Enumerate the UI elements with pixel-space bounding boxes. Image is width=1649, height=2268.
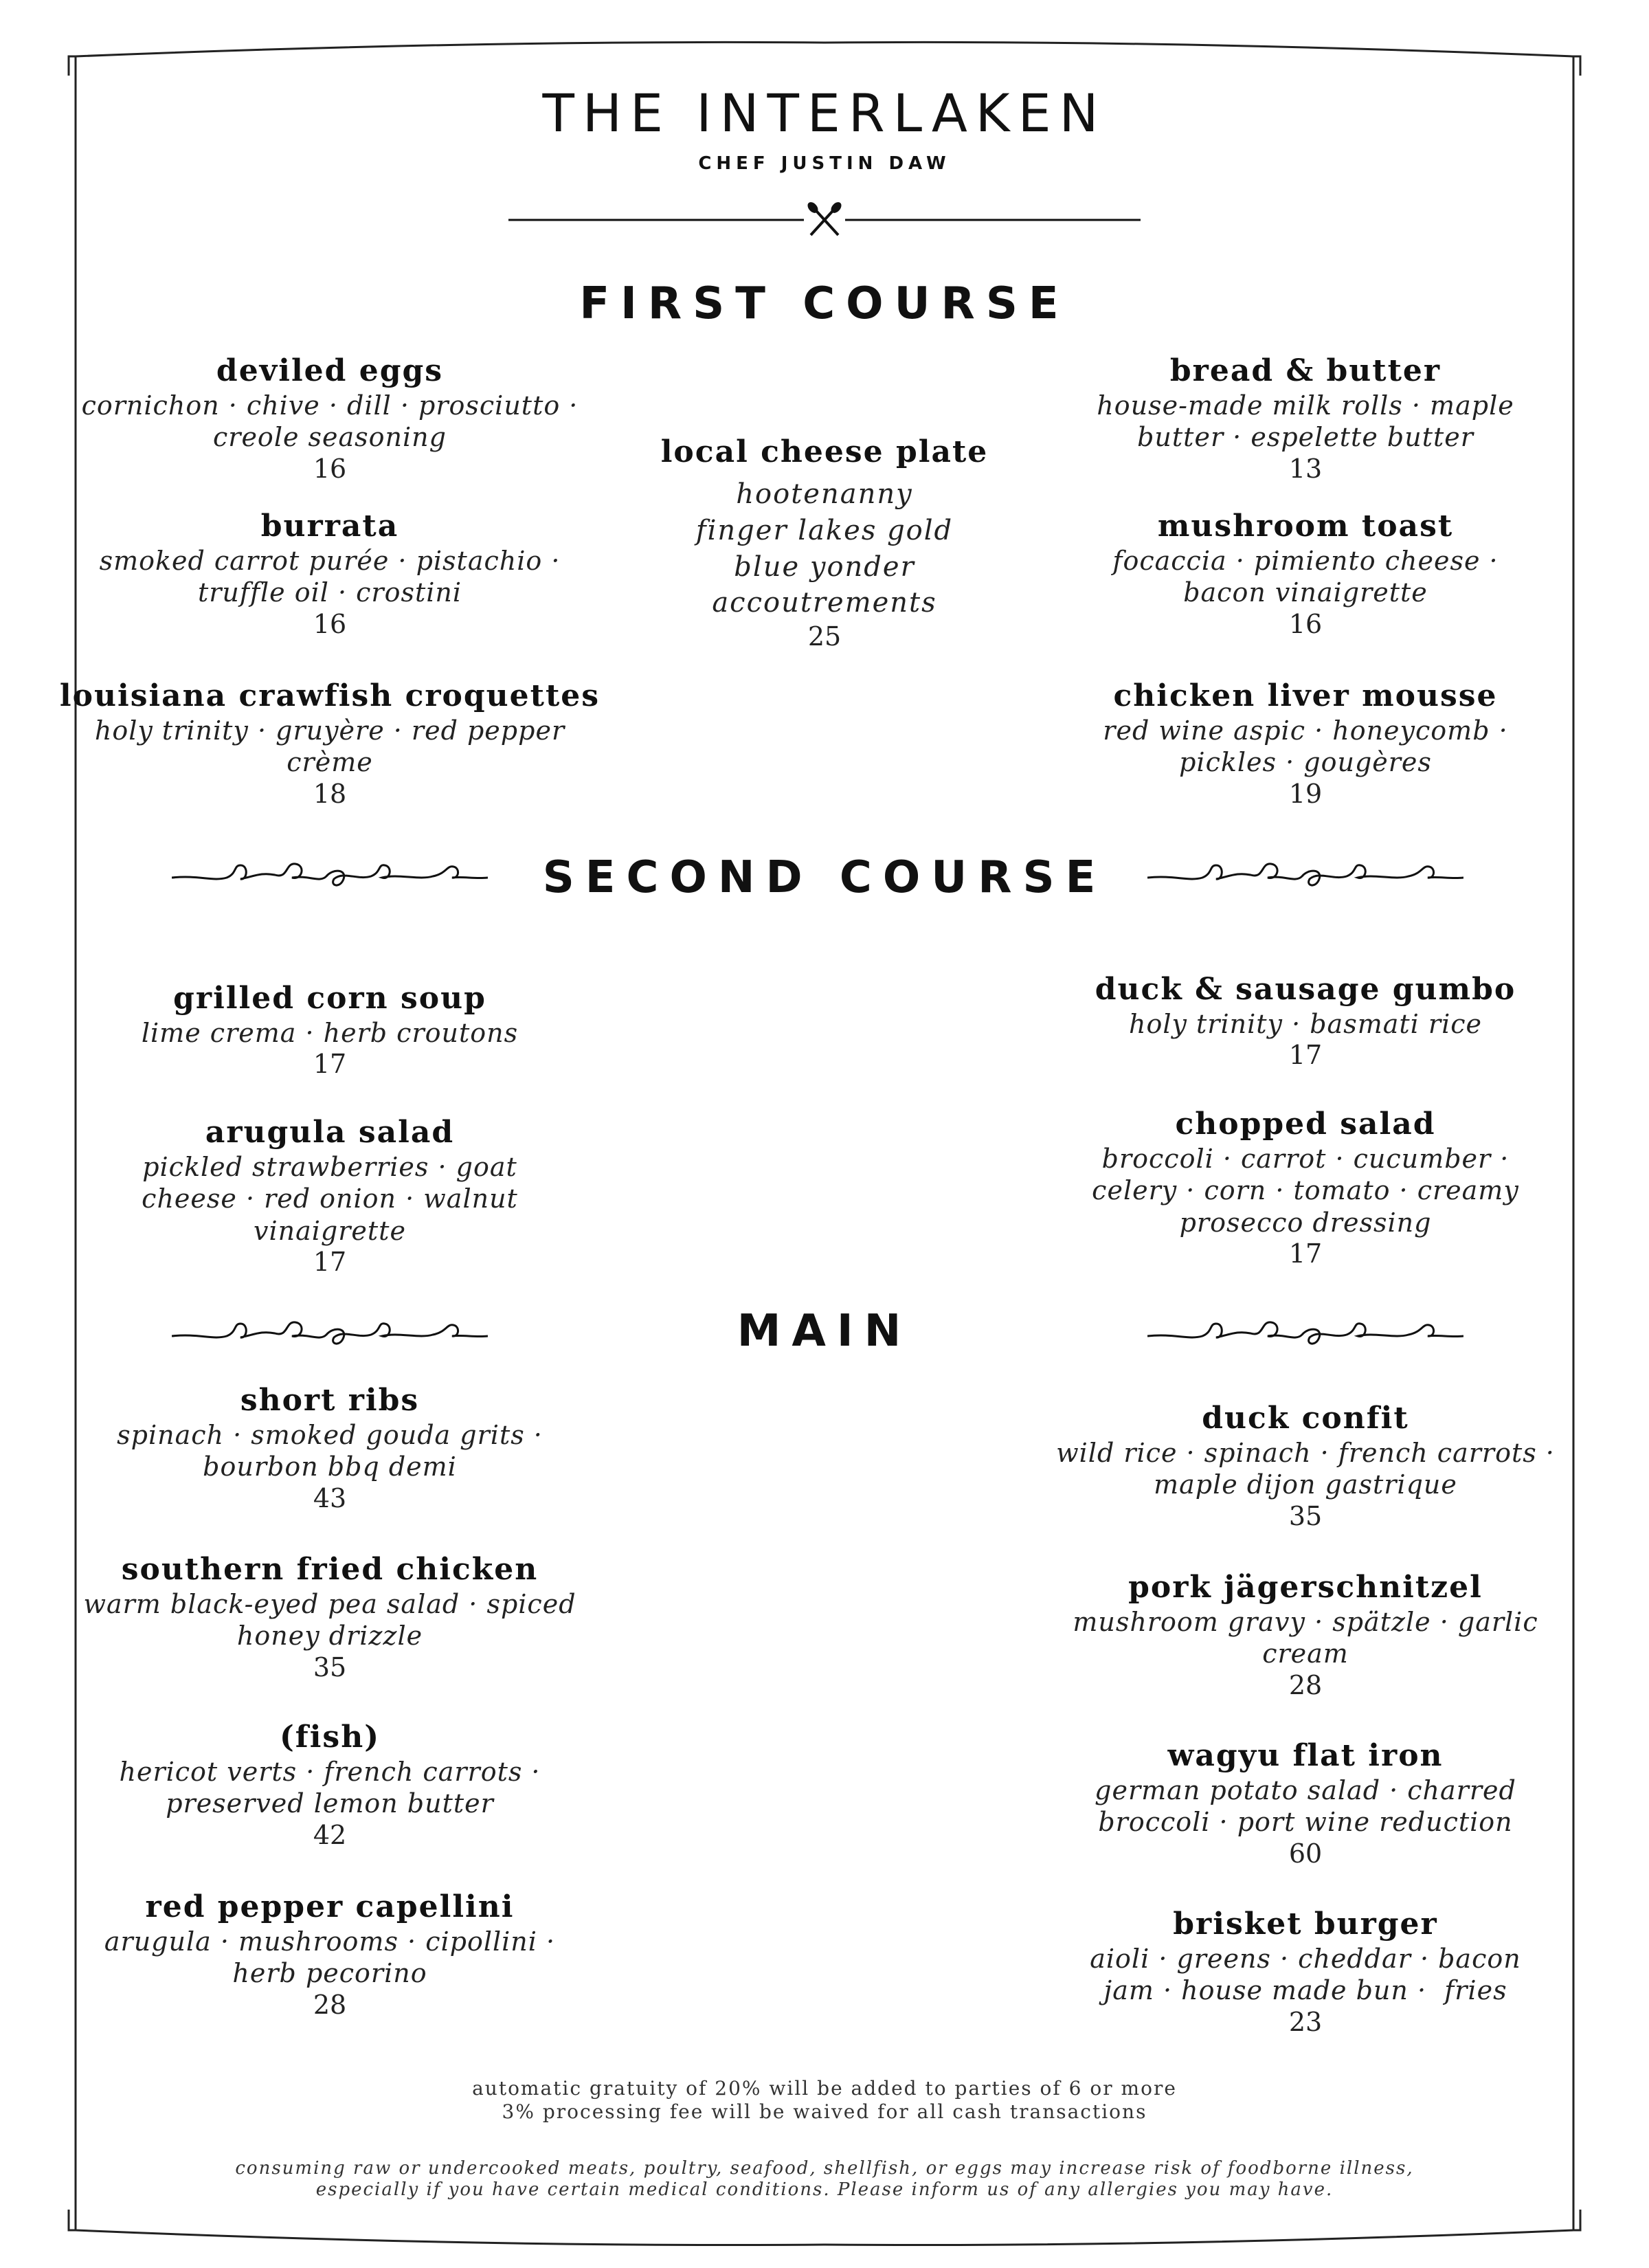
item-description: broccoli · port wine reduction: [1098, 1807, 1513, 1838]
menu-item-crawfish-croquettes: [41, 677, 618, 810]
menu-item-deviled-eggs: [41, 352, 618, 485]
item-description: spinach · smoked gouda grits ·: [117, 1420, 543, 1450]
item-price: 60: [1288, 1838, 1323, 1869]
restaurant-title: THE INTERLAKEN: [542, 82, 1107, 144]
item-name: duck confit: [1202, 1401, 1409, 1436]
item-price: 17: [1288, 1040, 1323, 1071]
item-price: 16: [313, 608, 347, 639]
item-name: louisiana crawfish croquettes: [59, 678, 601, 713]
item-description: herb pecorino: [232, 1958, 427, 1989]
item-description: lime crema · herb croutons: [141, 1018, 519, 1048]
item-description: honey drizzle: [236, 1621, 423, 1652]
second-course-heading: SECOND COURSE: [542, 852, 1107, 903]
item-description: celery · corn · tomato · creamy: [1092, 1175, 1519, 1206]
item-name: burrata: [260, 509, 399, 544]
item-description: pickled strawberries · goat: [142, 1152, 517, 1182]
allergy-warning: [0, 2158, 1649, 2201]
crossed-utensils-icon: [508, 199, 1141, 241]
item-price: 28: [313, 1989, 347, 2020]
item-description: red wine aspic · honeycomb ·: [1103, 715, 1508, 746]
item-description: aioli · greens · cheddar · bacon: [1090, 1944, 1521, 1974]
item-price: 35: [1288, 1500, 1323, 1531]
item-description: prosecco dressing: [1179, 1207, 1432, 1238]
item-name: mushroom toast: [1157, 509, 1454, 544]
item-description: arugula · mushrooms · cipollini ·: [104, 1926, 556, 1957]
item-price: 17: [313, 1247, 347, 1278]
item-name: pork jägerschnitzel: [1128, 1570, 1483, 1605]
item-description: truffle oil · crostini: [197, 577, 462, 608]
item-description: bacon vinaigrette: [1183, 577, 1428, 608]
item-description: vinaigrette: [254, 1215, 406, 1246]
menu-item-short-ribs: [41, 1381, 618, 1514]
item-description: cream: [1262, 1638, 1349, 1669]
menu-item-red-pepper-capellini: [41, 1888, 618, 2021]
menu-item-pork-jagerschnitzel: [1017, 1568, 1594, 1701]
item-description: broccoli · carrot · cucumber ·: [1101, 1144, 1510, 1174]
item-price: 13: [1288, 453, 1323, 484]
menu-item-fish: [41, 1718, 618, 1851]
item-price: 28: [1288, 1669, 1323, 1700]
item-description: crème: [287, 747, 373, 778]
item-description: butter · espelette butter: [1137, 422, 1474, 453]
item-description: mushroom gravy · spätzle · garlic: [1073, 1607, 1538, 1637]
menu-item-grilled-corn-soup: [41, 979, 618, 1080]
item-name: (fish): [279, 1720, 381, 1755]
menu-item-bread-butter: [1017, 352, 1594, 485]
main-course-heading: MAIN: [737, 1306, 912, 1357]
menu-item-local-cheese-plate: [618, 433, 1031, 653]
menu-item-mushroom-toast: [1017, 507, 1594, 640]
item-description: focaccia · pimiento cheese ·: [1112, 546, 1499, 576]
item-description: preserved lemon butter: [166, 1788, 494, 1819]
item-description: holy trinity · gruyère · red pepper: [94, 715, 565, 746]
flourish-ornament-icon: [1147, 1314, 1463, 1355]
item-name: short ribs: [240, 1383, 420, 1418]
warning-line: consuming raw or undercooked meats, poultry, seafood, shellfish, or eggs may increase risk of foodborne illness,: [235, 2158, 1414, 2179]
item-price: 16: [1288, 608, 1323, 639]
item-name: red pepper capellini: [145, 1889, 515, 1924]
gratuity-note: automatic gratuity of 20% will be added to parties of 6 or more: [472, 2077, 1177, 2100]
item-description: finger lakes gold: [695, 514, 954, 546]
item-description: holy trinity · basmati rice: [1128, 1009, 1482, 1039]
menu-item-brisket-burger: [1017, 1905, 1594, 2038]
item-price: 19: [1288, 778, 1323, 809]
item-name: chopped salad: [1175, 1107, 1436, 1142]
item-price: 18: [313, 778, 347, 809]
item-description: german potato salad · charred: [1095, 1775, 1516, 1805]
item-description: wild rice · spinach · french carrots ·: [1056, 1438, 1555, 1468]
first-course-heading: FIRST COURSE: [579, 278, 1070, 329]
item-name: local cheese plate: [660, 434, 989, 469]
item-description: maple dijon gastrique: [1154, 1469, 1457, 1500]
item-description: accoutrements: [712, 587, 937, 619]
item-price: 35: [313, 1652, 347, 1682]
menu-item-arugula-salad: [41, 1113, 618, 1278]
processing-fee-note: 3% processing fee will be waived for all cash transactions: [502, 2100, 1147, 2123]
item-price: 25: [807, 621, 842, 652]
item-description: creole seasoning: [213, 422, 447, 453]
item-name: brisket burger: [1173, 1906, 1438, 1942]
item-price: 23: [1288, 2006, 1323, 2037]
gratuity-notes: [0, 2077, 1649, 2123]
menu-item-chicken-liver-mousse: [1017, 677, 1594, 810]
item-price: 17: [313, 1049, 347, 1080]
flourish-ornament-icon: [1147, 856, 1463, 897]
item-description: smoked carrot purée · pistachio ·: [99, 546, 561, 576]
menu-item-burrata: [41, 507, 618, 640]
item-name: bread & butter: [1169, 353, 1442, 388]
item-name: grilled corn soup: [173, 981, 486, 1016]
warning-line: especially if you have certain medical conditions. Please inform us of any allergies you may have.: [315, 2179, 1334, 2201]
item-description: house-made milk rolls · maple: [1097, 390, 1514, 421]
item-description: hericot verts · french carrots ·: [119, 1757, 541, 1787]
menu-item-chopped-salad: [1017, 1105, 1594, 1270]
item-name: southern fried chicken: [121, 1552, 539, 1587]
item-name: deviled eggs: [216, 353, 444, 388]
item-description: pickles · gougères: [1179, 747, 1432, 778]
item-name: arugula salad: [205, 1115, 455, 1150]
item-price: 43: [313, 1482, 347, 1513]
item-price: 16: [313, 453, 347, 484]
item-description: hootenanny: [736, 478, 913, 510]
chef-name: CHEF JUSTIN DAW: [698, 153, 951, 174]
item-name: wagyu flat iron: [1167, 1738, 1444, 1773]
item-description: cornichon · chive · dill · prosciutto ·: [81, 390, 579, 421]
item-price: 17: [1288, 1238, 1323, 1269]
menu-item-southern-fried-chicken: [41, 1550, 618, 1683]
item-price: 42: [313, 1819, 347, 1850]
menu-item-duck-sausage-gumbo: [1017, 970, 1594, 1071]
item-description: blue yonder: [734, 551, 915, 583]
item-description: cheese · red onion · walnut: [142, 1183, 518, 1214]
item-name: duck & sausage gumbo: [1095, 972, 1516, 1007]
item-name: chicken liver mousse: [1113, 678, 1498, 713]
item-description: bourbon bbq demi: [203, 1452, 457, 1482]
item-description: jam · house made bun · fries: [1103, 1975, 1507, 2006]
item-description: warm black-eyed pea salad · spiced: [83, 1589, 576, 1619]
menu-item-duck-confit: [1017, 1399, 1594, 1532]
menu-item-wagyu-flat-iron: [1017, 1737, 1594, 1869]
menu-header: [0, 82, 1649, 174]
